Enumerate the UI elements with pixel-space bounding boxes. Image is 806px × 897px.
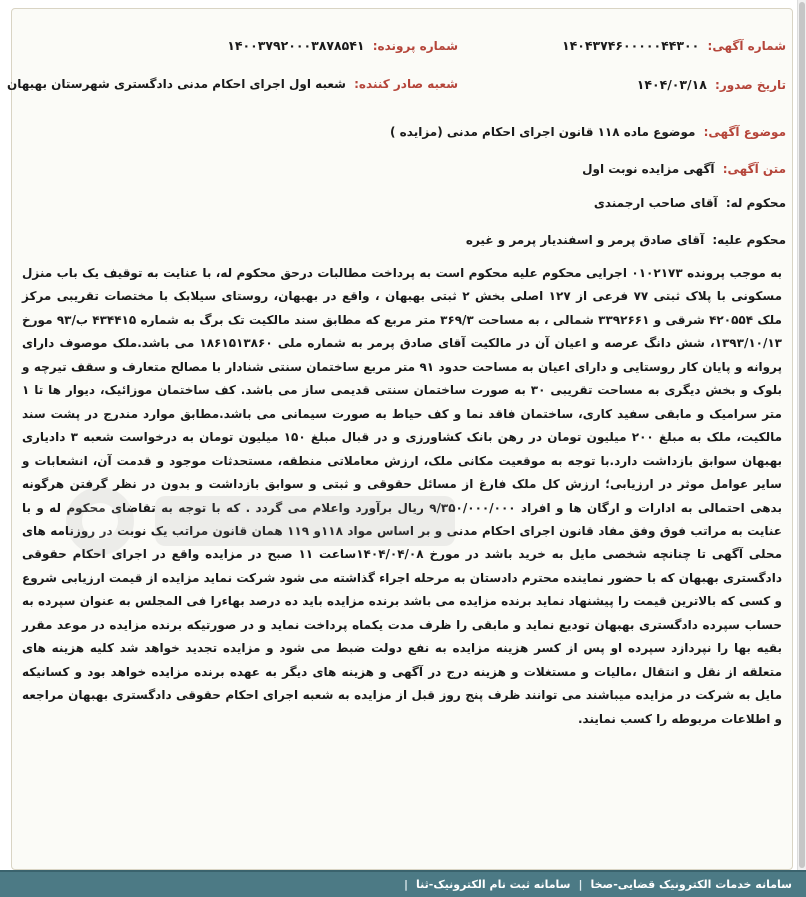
body-line: مزایده می باشد برنده مزایده باید ده درصد بهاءرا فی المجلس به عنوان سپرده به حساب سپرده دادگستری بهبهان تودیع نماید [22,594,782,632]
body-line: مبلغ ۱۵۰ میلیون تومان به درخواست شعبه ۳ دادیاری بهبهان سوابق بازداشت دارد.با توجه به موقعیت مکانی ملک، ارزش [22,430,783,468]
body-line: و ثبتی و سوابق بازداشت و بدون در نظر گرفتن هرگونه بدهی احتمالی به ادارات و ارگان ها و افراد ۹/۳۵۰/۰۰۰/۰۰۰ ریال [22,477,782,515]
footer-separator: | [578,878,583,891]
notice-number [562,38,786,53]
notice-subject [390,125,786,139]
body-line: اساس مواد ۱۱۸و ۱۱۹ همان قانون مراتب یک نوبت در روزنامه های محلی آگهی تا چنانچه شخصی مایل به خرید باشد در مورخ [22,523,782,562]
scrollbar-thumb[interactable] [799,2,805,868]
body-line: برآورد واعلام می گردد . که با توجه به تقاضای محکوم له و با عنایت به مراتب فوق وفق مفاد قانون اجرای احکام مدنی و بر [22,500,782,538]
notice-body [22,262,782,731]
case-number-label: شماره پرونده: [372,39,458,53]
body-line: سنتی شنادار با مصالح متعارف و سقف تیرچه و بلوک و بخش دیگری به مساحت تقریبی ۳۰ به صورت ساختمان سنتی قدیمی [22,359,783,398]
body-line: شماره ۴۳۴۴۱۵ ب/۹۳ مورخ ۱۳۹۳/۱۰/۱۳، شش دانگ عرصه و اعیان آن در مالکیت آقای صادق پرمر به شماره ملی [22,312,782,351]
beneficiary [594,196,786,210]
body-line: هزینه درج در آگهی و هزینه های دیگر به عهده برنده مزایده خواهد بود و کسانیکه مایل به شرکت در مزایده میباشند می توانند [22,664,782,703]
body-line: تقریبی مرکز ملک ۴۲۰۵۵۴ شرقی و ۳۳۹۲۶۶۱ شمالی ، به مساحت ۳۶۹/۳ متر مربع که مطابق سند مالکیت تک برگ به [22,289,782,327]
body-line: ساز می باشد. کف ساختمان موزائیک، دیوار ها تا ۱ متر سرامیک و مابقی سفید کاری، ساختمان فاقد نما و کف حیاط به صورت [22,383,782,421]
issuer-branch [7,77,458,91]
footer-bar [0,870,806,897]
notice-subject-label: موضوع آگهی: [703,125,786,139]
beneficiary-value: آقای صاحب ارجمندی [593,196,718,210]
body-line: و مابقی را ظرف مدت یکماه پرداخت نماید و در صورتیکه برنده مزایده در موعد مقرر بقیه بها را نپردازد سپرده او پس از کسر [22,617,782,656]
debtor-label: محکوم علیه: [712,233,786,247]
issuer-branch-value: شعبه اول اجرای احکام مدنی دادگستری شهرستان بهبهان [6,77,346,91]
notice-text-value: آگهی مزایده نوبت اول [582,162,715,176]
issue-date-label: تاریخ صدور: [715,78,786,92]
notice-text-label: متن آگهی: [722,162,786,176]
debtor-value: آقای صادق پرمر و اسفندیار پرمر و غیره [465,233,705,247]
body-line: به موجب پرونده ۰۱۰۲۱۷۳ اجرایی محکوم علیه محکوم است به پرداخت مطالبات درحق محکوم له، با عنایت به توقیف یک [82,266,783,280]
notice-number-value: ۱۴۰۴۳۷۴۶۰۰۰۰۰۴۴۳۰۰ [561,38,700,53]
body-line: مرحله اجراء گذاشته می شود شرکت نماید مزایده از قیمت ارزیابی شروع و کسی که بالاترین قیمت را پیشنهاد نماید برنده [22,570,782,609]
body-line: ۱۸۶۱۵۱۳۸۶۰ می باشد.ملک موصوف دارای پروانه و پایان کار روستایی و دارای اعیان به مساحت حدود ۹۱ متر مربع ساختمان [22,336,782,374]
notice-number-label: شماره آگهی: [707,39,786,53]
case-number [227,38,458,53]
footer-separator-end: | [404,878,409,891]
body-line: سیمانی می باشد.مطابق موارد مندرج در پشت سند مالکیت، ملک به مبلغ ۲۰۰ میلیون تومان در رهن بانک کشاورزی و در قبال [22,406,783,445]
body-line: ظرف پنج روز قبل از مزایده به شعبه اجرای احکام حقوقی دادگستری بهبهان مراجعه و اطلاعات مربوطه را کسب نمایند. [22,688,782,726]
vertical-scrollbar[interactable] [797,0,806,870]
issuer-branch-label: شعبه صادر کننده: [354,77,458,91]
body-line: باب منزل مسکونی با پلاک ثبتی ۷۷ فرعی از ۱۲۷ اصلی بخش ۲ ثبتی بهبهان ، واقع در بهبهان، روستای سیلابک با مختصات [22,266,783,304]
notice-text-title [582,162,786,176]
issue-date-value: ۱۴۰۴/۰۳/۱۸ [636,77,707,92]
notice-subject-value: موضوع ماده ۱۱۸ قانون اجرای احکام مدنی (مزایده ) [390,125,696,139]
debtor [466,233,786,247]
body-line: معاملاتی منطقه، مستحدثات موجود و قدمت آن، انشعابات و سایر عوامل موثر در ارزیابی؛ ارزش کل ملک فارغ از مسائل حقوقی [22,453,782,492]
footer-link-sana[interactable]: سامانه ثبت نام الکترونیک-ثنا [416,878,571,891]
issue-date [637,77,786,92]
body-line: هزینه مزایده به نفع دولت ضبط می شود و مزایده تجدید خواهد شد کلیه هزینه های متعلقه از نقل و انتقال ،مالیات و مستغلات و [22,641,782,679]
case-number-value: ۱۴۰۰۳۷۹۲۰۰۰۳۸۷۸۵۴۱ [227,38,365,53]
beneficiary-label: محکوم له: [725,196,786,210]
body-line: ۱۴۰۴/۰۴/۰۸ساعت ۱۱ صبح در مزایده واقع در اجرای احکام حقوقی دادگستری بهبهان که با حضور نماینده محترم دادستان به [22,547,782,585]
footer-link-sakha[interactable]: سامانه خدمات الکترونیک قضایی-صخا [590,878,792,891]
